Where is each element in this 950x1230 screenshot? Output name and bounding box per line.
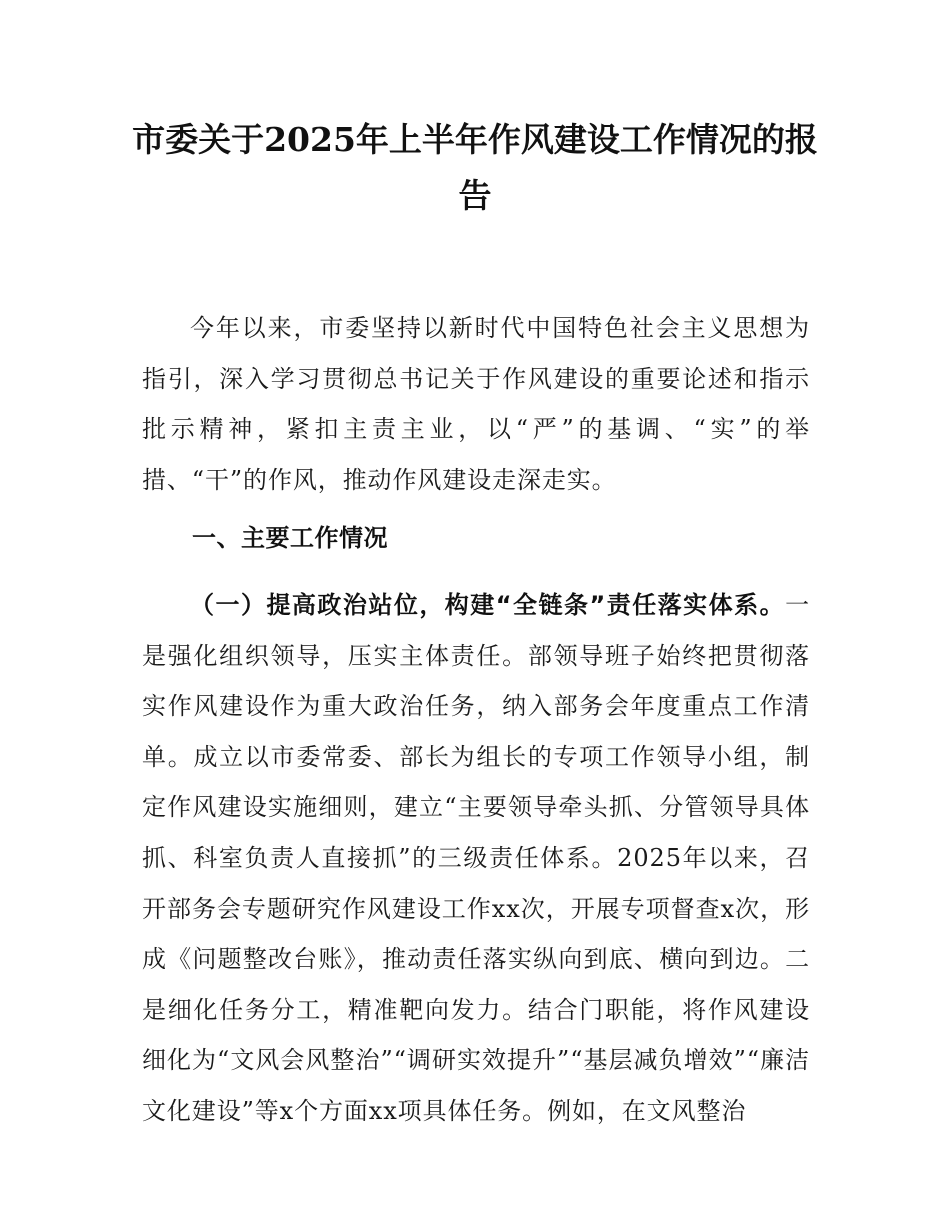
subsection-paragraph <box>142 580 810 1137</box>
section-heading: 一、主要工作情况 <box>192 524 388 552</box>
subsection-lead: （一）提高政治站位，构建“全链条”责任落实体系。 <box>190 591 786 619</box>
document-title: 市委关于2025年上半年作风建设工作情况的报告 <box>132 120 818 215</box>
subsection-body: 一是强化组织领导，压实主体责任。部领导班子始终把贯彻落实作风建设作为重大政治任务，纳入部务会年度重点工作清单。成立以市委常委、部长为组长的专项工作领导小组，制定作风建设实施细则，建立“主要领导牵头抓、分管领导具体抓、科室负责人直接抓”的三级责任体系。2025年以来，召开部务会专题研究作风建设工作xx次，开展专项督查x次，形成《问题整改台账》，推动责任落实纵向到底、横向到边。二是细化任务分工，精准靶向发力。结合门职能，将作风建设细化为“文风会风整治”“调研实效提升”“基层减负增效”“廉洁文化建设”等x个方面xx项具体任务。例如，在文风整治 <box>142 591 810 1125</box>
intro-paragraph: 今年以来，市委坚持以新时代中国特色社会主义思想为指引，深入学习贯彻总书记关于作风建设的重要论述和指示批示精神，紧扣主责主业，以“严”的基调、“实”的举措、“干”的作风，推动作风建设走深走实。 <box>142 314 810 494</box>
